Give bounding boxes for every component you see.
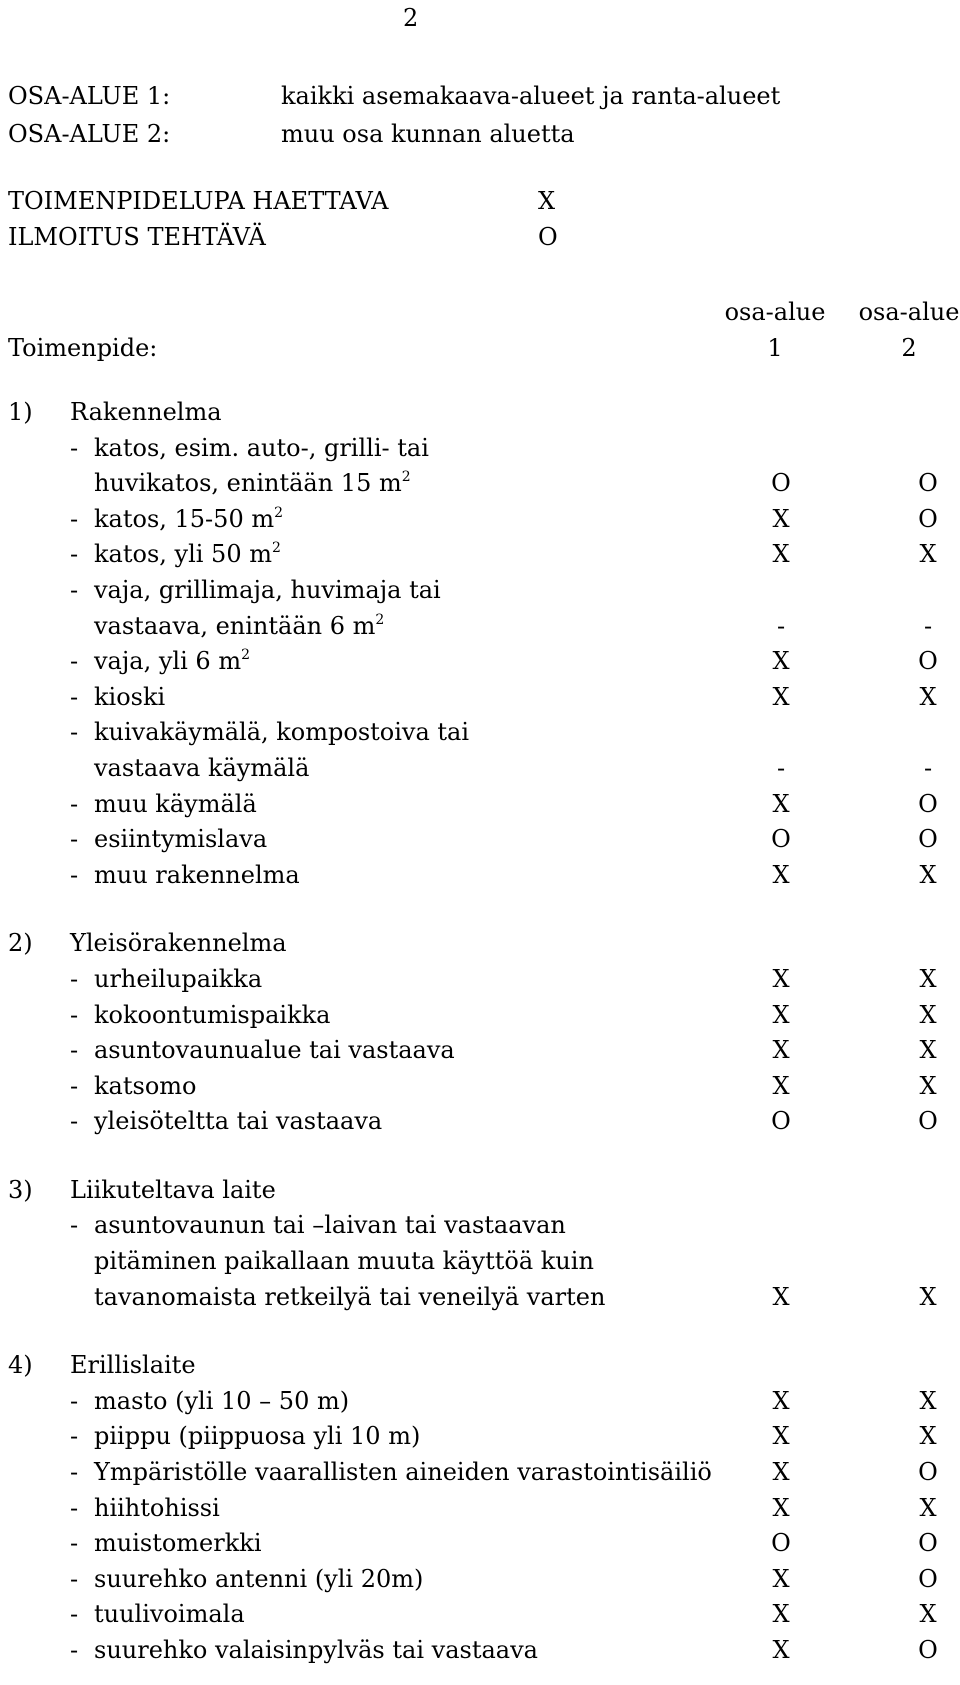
list-dash: -: [70, 1386, 79, 1415]
superscript-unit: 2: [271, 540, 281, 557]
area-1-mark: X: [772, 540, 790, 569]
measure-row: [8, 683, 948, 719]
list-dash: -: [70, 1422, 79, 1451]
list-dash: -: [70, 575, 79, 604]
area-2-mark: X: [919, 1493, 937, 1522]
list-dash: -: [70, 718, 79, 747]
area-1-mark: X: [772, 1386, 790, 1415]
section-number: 4): [8, 1351, 33, 1380]
measure-row: [8, 1600, 948, 1636]
measure-label: suurehko valaisinpylväs tai vastaava: [94, 1636, 538, 1664]
list-dash: -: [70, 433, 79, 462]
list-dash: -: [70, 1458, 79, 1487]
measure-label: kuivakäymälä, kompostoiva tai: [94, 718, 470, 747]
measure-row: [8, 965, 948, 1001]
list-dash: -: [70, 1211, 79, 1240]
measure-label: katos, yli 50 $m^2$: [94, 540, 281, 569]
area-1-mark: X: [772, 1282, 790, 1311]
symbol-meaning: TOIMENPIDELUPA HAETTAVA: [8, 187, 389, 215]
area-1-mark: X: [772, 1493, 790, 1522]
area-2-mark: O: [918, 1564, 938, 1593]
list-dash: -: [70, 1107, 79, 1136]
list-dash: -: [70, 964, 79, 993]
area-1-mark: O: [771, 825, 791, 854]
area-2-mark: X: [919, 1282, 937, 1311]
area-1-mark: X: [772, 682, 790, 711]
area-2-mark: O: [918, 1529, 938, 1558]
measure-row: [8, 1211, 948, 1247]
symbol-mark: O: [538, 223, 558, 251]
section-title: Yleisörakennelma: [70, 929, 287, 958]
measure-row: [8, 1422, 948, 1458]
measure-row: [8, 754, 948, 790]
area-2-mark: X: [919, 1000, 937, 1029]
measure-label: suurehko antenni (yli 20m): [94, 1564, 424, 1593]
measure-label: muu rakennelma: [94, 860, 300, 889]
area-1-mark: X: [772, 1564, 790, 1593]
area-1-mark: X: [772, 1036, 790, 1065]
measure-label: muu käymälä: [94, 789, 257, 818]
area-1-mark: X: [772, 1000, 790, 1029]
measure-label: esiintymislava: [94, 825, 268, 854]
measure-row: [8, 718, 948, 754]
measure-label: urheilupaikka: [94, 964, 263, 993]
area-1-mark: X: [772, 647, 790, 676]
measure-row: [8, 540, 948, 576]
list-dash: -: [70, 1071, 79, 1100]
measure-row: [8, 469, 948, 505]
measure-label: hiihtohissi: [94, 1493, 220, 1522]
superscript-unit: 2: [274, 504, 284, 521]
measure-column-label: Toimenpide:: [8, 334, 158, 362]
list-dash: -: [70, 789, 79, 818]
measure-label: yleisöteltta tai vastaava: [94, 1107, 383, 1136]
measure-row: [8, 1458, 948, 1494]
list-dash: -: [70, 1036, 79, 1065]
area-2-mark: X: [919, 1036, 937, 1065]
section-gap: [8, 1318, 948, 1351]
area-1-mark: X: [772, 1071, 790, 1100]
section-gap: [8, 1143, 948, 1176]
list-dash: -: [70, 540, 79, 569]
area-2-mark: X: [919, 682, 937, 711]
list-dash: -: [70, 1529, 79, 1558]
area-2-mark: O: [918, 504, 938, 533]
measure-label: kioski: [94, 682, 166, 711]
column-header-number: 2: [901, 334, 917, 362]
measure-label: asuntovaunun tai –laivan tai vastaavan: [94, 1211, 566, 1240]
measure-label: tavanomaista retkeilyä tai veneilyä varten: [94, 1282, 606, 1311]
area-2-mark: O: [918, 1636, 938, 1664]
measure-row: [8, 434, 948, 470]
superscript-unit: 2: [401, 469, 411, 486]
list-dash: -: [70, 1000, 79, 1029]
measure-row: [8, 505, 948, 541]
measure-row: [8, 1072, 948, 1108]
area-2-mark: X: [919, 1386, 937, 1415]
area-2-mark: O: [918, 1107, 938, 1136]
area-1-mark: X: [772, 1458, 790, 1487]
list-dash: -: [70, 504, 79, 533]
list-dash: -: [70, 1636, 79, 1664]
column-header-area-2: [854, 298, 960, 370]
measure-label: katsomo: [94, 1071, 197, 1100]
measure-label: masto (yli 10 – 50 m): [94, 1386, 350, 1415]
area-1-mark: -: [776, 611, 786, 640]
section-heading-row: [8, 929, 948, 965]
measure-label: katos, esim. auto-, grilli- tai: [94, 433, 429, 462]
measure-row: [8, 1107, 948, 1143]
measure-row: [8, 576, 948, 612]
list-dash: -: [70, 860, 79, 889]
section-number: 3): [8, 1175, 33, 1204]
area-1-mark: O: [771, 469, 791, 498]
area-2-mark: -: [923, 753, 933, 782]
area-2-mark: X: [919, 1071, 937, 1100]
area-2-mark: O: [918, 469, 938, 498]
measure-row: [8, 1036, 948, 1072]
measure-row: [8, 1001, 948, 1037]
area-1-mark: O: [771, 1529, 791, 1558]
column-header-line: osa-alue: [858, 298, 960, 326]
column-header-number: 1: [767, 334, 783, 362]
section-title: Rakennelma: [70, 398, 222, 426]
measure-label: vastaava käymälä: [94, 753, 310, 782]
measure-label: vastaava, enintään 6 $m^2$: [94, 611, 385, 640]
measure-row: [8, 1247, 948, 1283]
area-1-mark: X: [772, 860, 790, 889]
column-header-area-1: [720, 298, 830, 370]
list-dash: -: [70, 825, 79, 854]
measure-row: [8, 1529, 948, 1565]
area-1-mark: -: [776, 753, 786, 782]
measure-label: vaja, grillimaja, huvimaja tai: [94, 575, 441, 604]
symbol-mark: X: [538, 187, 556, 215]
area-key: OSA-ALUE 2:: [8, 120, 171, 148]
measure-label: piippu (piippuosa yli 10 m): [94, 1422, 421, 1451]
measure-row: [8, 1636, 948, 1672]
measure-row: [8, 1283, 948, 1319]
area-2-mark: X: [919, 964, 937, 993]
column-header-line: osa-alue: [724, 298, 826, 326]
section-title: Liikuteltava laite: [70, 1175, 276, 1204]
measure-label: Ympäristölle vaarallisten aineiden varastointisäiliö: [94, 1458, 712, 1487]
area-key: OSA-ALUE 1:: [8, 82, 171, 110]
measure-row: [8, 1387, 948, 1423]
area-2-mark: O: [918, 825, 938, 854]
area-description: kaikki asemakaava-alueet ja ranta-alueet: [281, 82, 781, 110]
area-1-mark: X: [772, 1636, 790, 1664]
measure-label: asuntovaunualue tai vastaava: [94, 1036, 455, 1065]
measure-row: [8, 790, 948, 826]
measure-label: vaja, yli 6 $m^2$: [94, 647, 250, 676]
list-dash: -: [70, 1600, 79, 1629]
area-2-mark: X: [919, 540, 937, 569]
list-dash: -: [70, 1564, 79, 1593]
symbol-meaning: ILMOITUS TEHTÄVÄ: [8, 223, 266, 251]
measures-table: [8, 398, 948, 1672]
list-dash: -: [70, 682, 79, 711]
area-1-mark: X: [772, 964, 790, 993]
area-1-mark: O: [771, 1107, 791, 1136]
superscript-unit: 2: [241, 647, 250, 664]
measure-row: [8, 612, 948, 648]
list-dash: -: [70, 647, 79, 676]
section-heading-row: [8, 398, 948, 434]
measure-row: [8, 647, 948, 683]
measure-label: tuulivoimala: [94, 1600, 245, 1629]
area-1-mark: X: [772, 504, 790, 533]
measure-label: pitäminen paikallaan muuta käyttöä kuin: [94, 1247, 594, 1276]
section-number: 2): [8, 929, 33, 958]
section-number: 1): [8, 398, 33, 426]
area-1-mark: X: [772, 1600, 790, 1629]
area-2-mark: X: [919, 860, 937, 889]
area-description: muu osa kunnan aluetta: [281, 120, 575, 148]
measure-label: muistomerkki: [94, 1529, 262, 1558]
page-number: 2: [403, 4, 419, 32]
measure-row: [8, 1494, 948, 1530]
measure-row: [8, 825, 948, 861]
measure-label: huvikatos, enintään 15 $m^2$: [94, 469, 411, 498]
section-heading-row: [8, 1351, 948, 1387]
list-dash: -: [70, 1493, 79, 1522]
measure-label: katos, 15-50 $m^2$: [94, 504, 284, 533]
measure-row: [8, 1565, 948, 1601]
area-2-mark: O: [918, 1458, 938, 1487]
measure-label: kokoontumispaikka: [94, 1000, 331, 1029]
area-1-mark: X: [772, 1422, 790, 1451]
area-2-mark: X: [919, 1600, 937, 1629]
area-2-mark: O: [918, 647, 938, 676]
area-1-mark: X: [772, 789, 790, 818]
section-heading-row: [8, 1176, 948, 1212]
area-2-mark: X: [919, 1422, 937, 1451]
section-title: Erillislaite: [70, 1351, 196, 1380]
superscript-unit: 2: [375, 611, 385, 628]
section-gap: [8, 896, 948, 929]
area-2-mark: -: [923, 611, 933, 640]
measure-row: [8, 861, 948, 897]
area-2-mark: O: [918, 789, 938, 818]
